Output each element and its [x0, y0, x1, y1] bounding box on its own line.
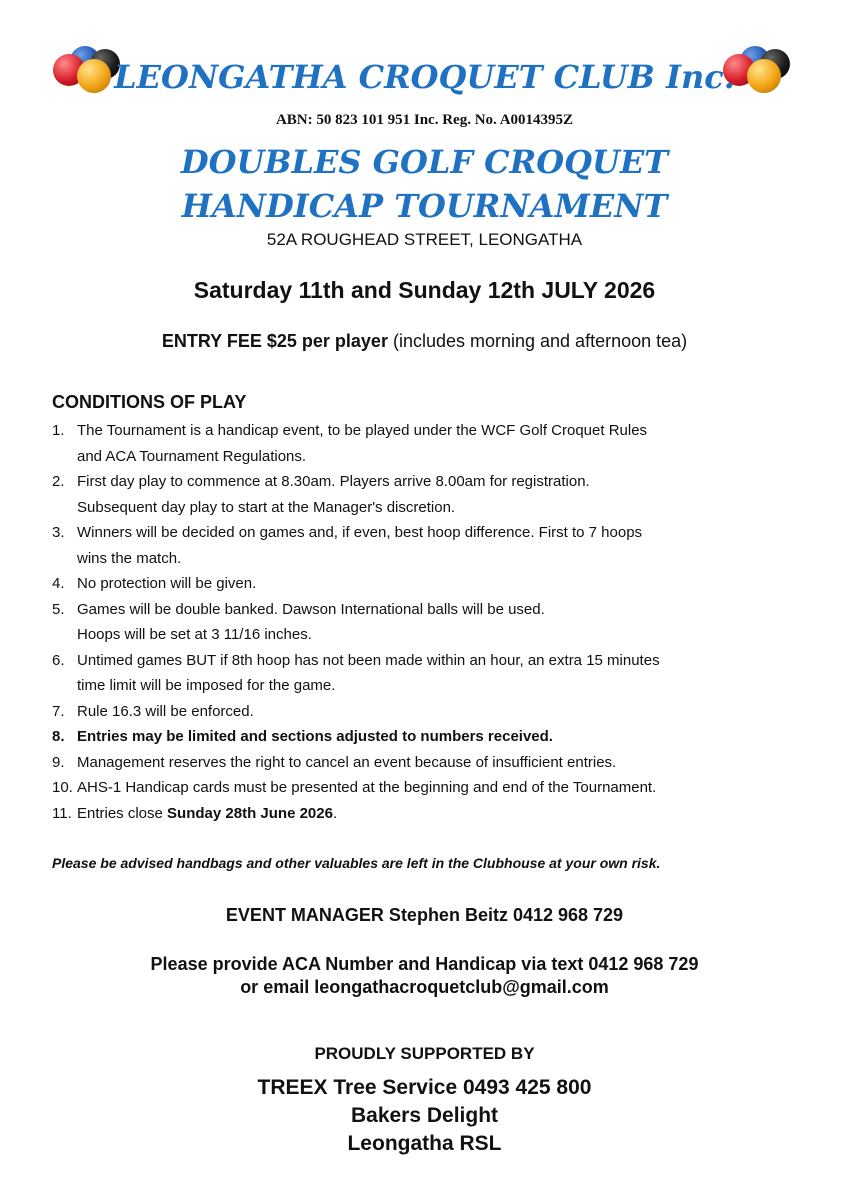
contact-line-email: or email leongathacroquetclub@gmail.com: [240, 977, 609, 997]
entries-close-date: Sunday 28th June 2026: [167, 804, 333, 822]
condition-text: AHS-1 Handicap cards must be presented at the beginning and end of the Tournament.: [77, 779, 657, 796]
event-title-line1: DOUBLES GOLF CROQUET: [180, 143, 669, 181]
contact-instructions: [0, 953, 849, 999]
event-dates: Saturday 11th and Sunday 12th JULY 2026: [193, 277, 656, 303]
condition-text: No protection will be given.: [77, 575, 257, 592]
conditions-list: [52, 418, 792, 826]
entry-fee-note: (includes morning and afternoon tea): [387, 331, 688, 351]
condition-item: [52, 418, 792, 469]
valuables-advisory: Please be advised handbags and other valuables are left in the Clubhouse at your own risk.: [52, 855, 661, 871]
condition-text: Untimed games BUT if 8th hoop has not been made within an hour, an extra 15 minutes: [77, 651, 660, 669]
condition-number: 4.: [52, 575, 65, 592]
condition-text-continued: wins the match.: [77, 549, 182, 567]
condition-text: Entries may be limited and sections adjusted to numbers received.: [77, 728, 553, 745]
condition-number: 5.: [52, 600, 65, 618]
condition-item: [52, 699, 792, 725]
contact-line-text: Please provide ACA Number and Handicap via text 0412 968 729: [150, 954, 699, 974]
condition-item: [52, 648, 792, 699]
condition-item: [52, 801, 792, 827]
condition-text: Games will be double banked. Dawson International balls will be used.: [77, 600, 545, 618]
condition-number: 10.: [52, 779, 73, 796]
venue-address: 52A ROUGHEAD STREET, LEONGATHA: [266, 230, 583, 249]
condition-text: Management reserves the right to cancel an event because of insufficient entries.: [77, 753, 617, 771]
condition-item: [52, 724, 792, 750]
sponsor-item: Bakers Delight: [350, 1104, 499, 1127]
condition-item: [52, 775, 792, 801]
entries-close-prefix: Entries close: [77, 804, 168, 822]
sponsor-item: TREEX Tree Service 0493 425 800: [257, 1076, 592, 1099]
condition-text: First day play to commence at 8.30am. Players arrive 8.00am for registration.: [77, 473, 590, 490]
condition-number: 1.: [52, 422, 65, 439]
condition-item: [52, 469, 792, 520]
condition-text: [77, 801, 792, 827]
abn-line: ABN: 50 823 101 951 Inc. Reg. No. A0014395Z: [275, 112, 574, 128]
condition-number: 3.: [52, 524, 65, 541]
entry-fee-amount: ENTRY FEE $25 per player: [161, 331, 388, 351]
condition-text-continued: time limit will be imposed for the game.: [77, 677, 336, 694]
condition-number: 8.: [52, 728, 65, 745]
event-manager: EVENT MANAGER Stephen Beitz 0412 968 729: [225, 905, 624, 925]
condition-item: [52, 750, 792, 776]
condition-item: [52, 520, 792, 571]
event-title-line2: HANDICAP TOURNAMENT: [181, 187, 668, 225]
condition-item: [52, 597, 792, 648]
condition-text-continued: and ACA Tournament Regulations.: [77, 447, 307, 465]
conditions-heading: CONDITIONS OF PLAY: [52, 392, 247, 412]
condition-number: 11.: [52, 804, 72, 822]
condition-text: Rule 16.3 will be enforced.: [77, 702, 254, 720]
sponsors-list: [0, 1074, 849, 1158]
condition-text: The Tournament is a handicap event, to be played under the WCF Golf Croquet Rules: [77, 422, 648, 439]
condition-item: [52, 571, 792, 597]
condition-number: 9.: [52, 753, 65, 771]
entries-close-suffix: .: [332, 804, 338, 822]
condition-text-continued: Hoops will be set at 3 11/16 inches.: [77, 626, 312, 643]
condition-text-continued: Subsequent day play to start at the Manager's discretion.: [77, 498, 456, 516]
condition-number: 7.: [52, 702, 65, 720]
sponsor-item: Leongatha RSL: [347, 1132, 502, 1155]
condition-number: 2.: [52, 473, 65, 490]
condition-number: 6.: [52, 651, 65, 669]
club-name: LEONGATHA CROQUET CLUB Inc.: [114, 58, 735, 96]
sponsors-heading: PROUDLY SUPPORTED BY: [314, 1044, 535, 1063]
condition-text: Winners will be decided on games and, if even, best hoop difference. First to 7 hoops: [77, 524, 643, 541]
entry-fee: [0, 331, 849, 352]
